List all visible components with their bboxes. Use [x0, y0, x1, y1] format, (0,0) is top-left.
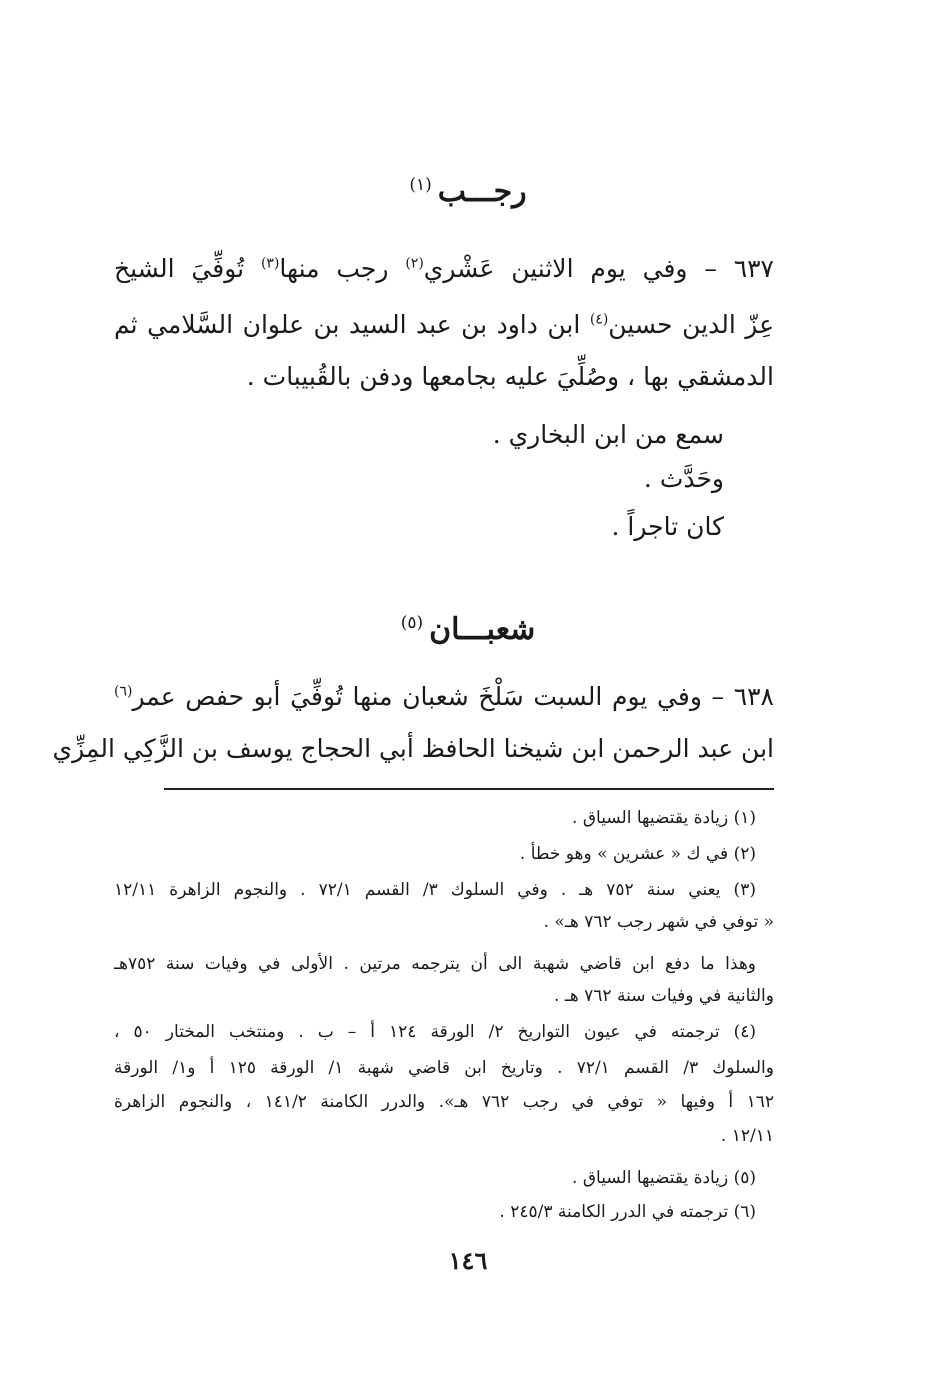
heading-text: شعبـــان [429, 612, 536, 647]
entry-text: عِزّ الدين حسين [608, 310, 774, 339]
heading-footnote-ref: (٥) [400, 613, 424, 633]
entry-638-line-2 [52, 732, 774, 766]
entry-637-line-3 [114, 360, 774, 394]
footnote-4-line-2: والسلوك ٣/ القسم ٧٢/١ . وتاريخ ابن قاضي شهبة ١/ الورقة ١٢٥ أ و١/ الورقة [114, 1058, 774, 1078]
footnote-2: (٢) في ك « عشرين » وهو خطأ . [519, 844, 756, 864]
entry-637-note-2: وحَدَّث . [643, 464, 724, 493]
heading-footnote-ref: (١) [409, 175, 432, 195]
entry-text: الدمشقي بها ، وصُلِّيَ عليه بجامعها ودفن بالقُبيبات . [246, 362, 774, 391]
heading-text: رجـــب [437, 174, 527, 209]
entry-637-line-2 [114, 308, 774, 342]
footnote-3-line-3: وهذا ما دفع ابن قاضي شهبة الى أن يترجمه مرتين . الأولى في وفيات سنة ٧٥٢هـ [114, 954, 756, 974]
footnote-ref: (٤) [589, 311, 609, 328]
section-heading-rajab [0, 174, 936, 209]
page-number: ١٤٦ [448, 1246, 488, 1275]
footnote-1: (١) زيادة يقتضيها السياق . [572, 808, 756, 828]
entry-text: رجب منها [279, 254, 406, 283]
entry-637-note-3: كان تاجراً . [611, 512, 724, 541]
entry-text: ٦٣٧ – وفي يوم الاثنين عَشْري [423, 254, 774, 283]
entry-text: تُوفِّيَ الشيخ [114, 254, 261, 283]
footnote-ref: (٣) [260, 255, 280, 272]
entry-text: ابن داود بن عبد السيد بن علوان السَّلامي ثم [114, 310, 590, 339]
footnote-3-line-1: (٣) يعني سنة ٧٥٢ هـ . وفي السلوك ٣/ القسم ٧٢/١ . والنجوم الزاهرة ١٢/١١ [114, 880, 756, 900]
footnote-4-line-4: ١٢/١١ . [720, 1126, 774, 1146]
section-heading-shaban [0, 612, 936, 647]
entry-637-note-1: سمع من ابن البخاري . [492, 420, 724, 449]
entry-638-line-1 [114, 680, 774, 714]
footnote-ref: (٦) [114, 683, 133, 700]
entry-text: ٦٣٨ – وفي يوم السبت سَلْخَ شعبان منها تُوفِّيَ أبو حفص عمر [132, 682, 774, 711]
footnote-ref: (٢) [405, 255, 424, 272]
footnote-4-line-3: ١٦٢ أ وفيها « توفي في رجب ٧٦٢ هـ». والدرر الكامنة ١٤١/٢ ، والنجوم الزاهرة [114, 1092, 775, 1112]
footnote-3-line-2: « توفي في شهر رجب ٧٦٢ هـ» . [543, 912, 774, 932]
footnote-4-line-1: (٤) ترجمته في عيون التواريخ ٢/ الورقة ١٢٤ أ – ب . ومنتخب المختار ٥٠ ، [114, 1022, 756, 1042]
footnote-6: (٦) ترجمته في الدرر الكامنة ٢٤٥/٣ . [499, 1202, 756, 1222]
entry-637-line-1 [114, 252, 774, 286]
footnote-5: (٥) زيادة يقتضيها السياق . [572, 1168, 756, 1188]
footnote-3-line-4: والثانية في وفيات سنة ٧٦٢ هـ . [553, 986, 774, 1006]
entry-text: ابن عبد الرحمن ابن شيخنا الحافظ أبي الحجاج يوسف بن الزَّكِي المِزِّي [52, 734, 774, 763]
footnote-divider [164, 788, 774, 790]
